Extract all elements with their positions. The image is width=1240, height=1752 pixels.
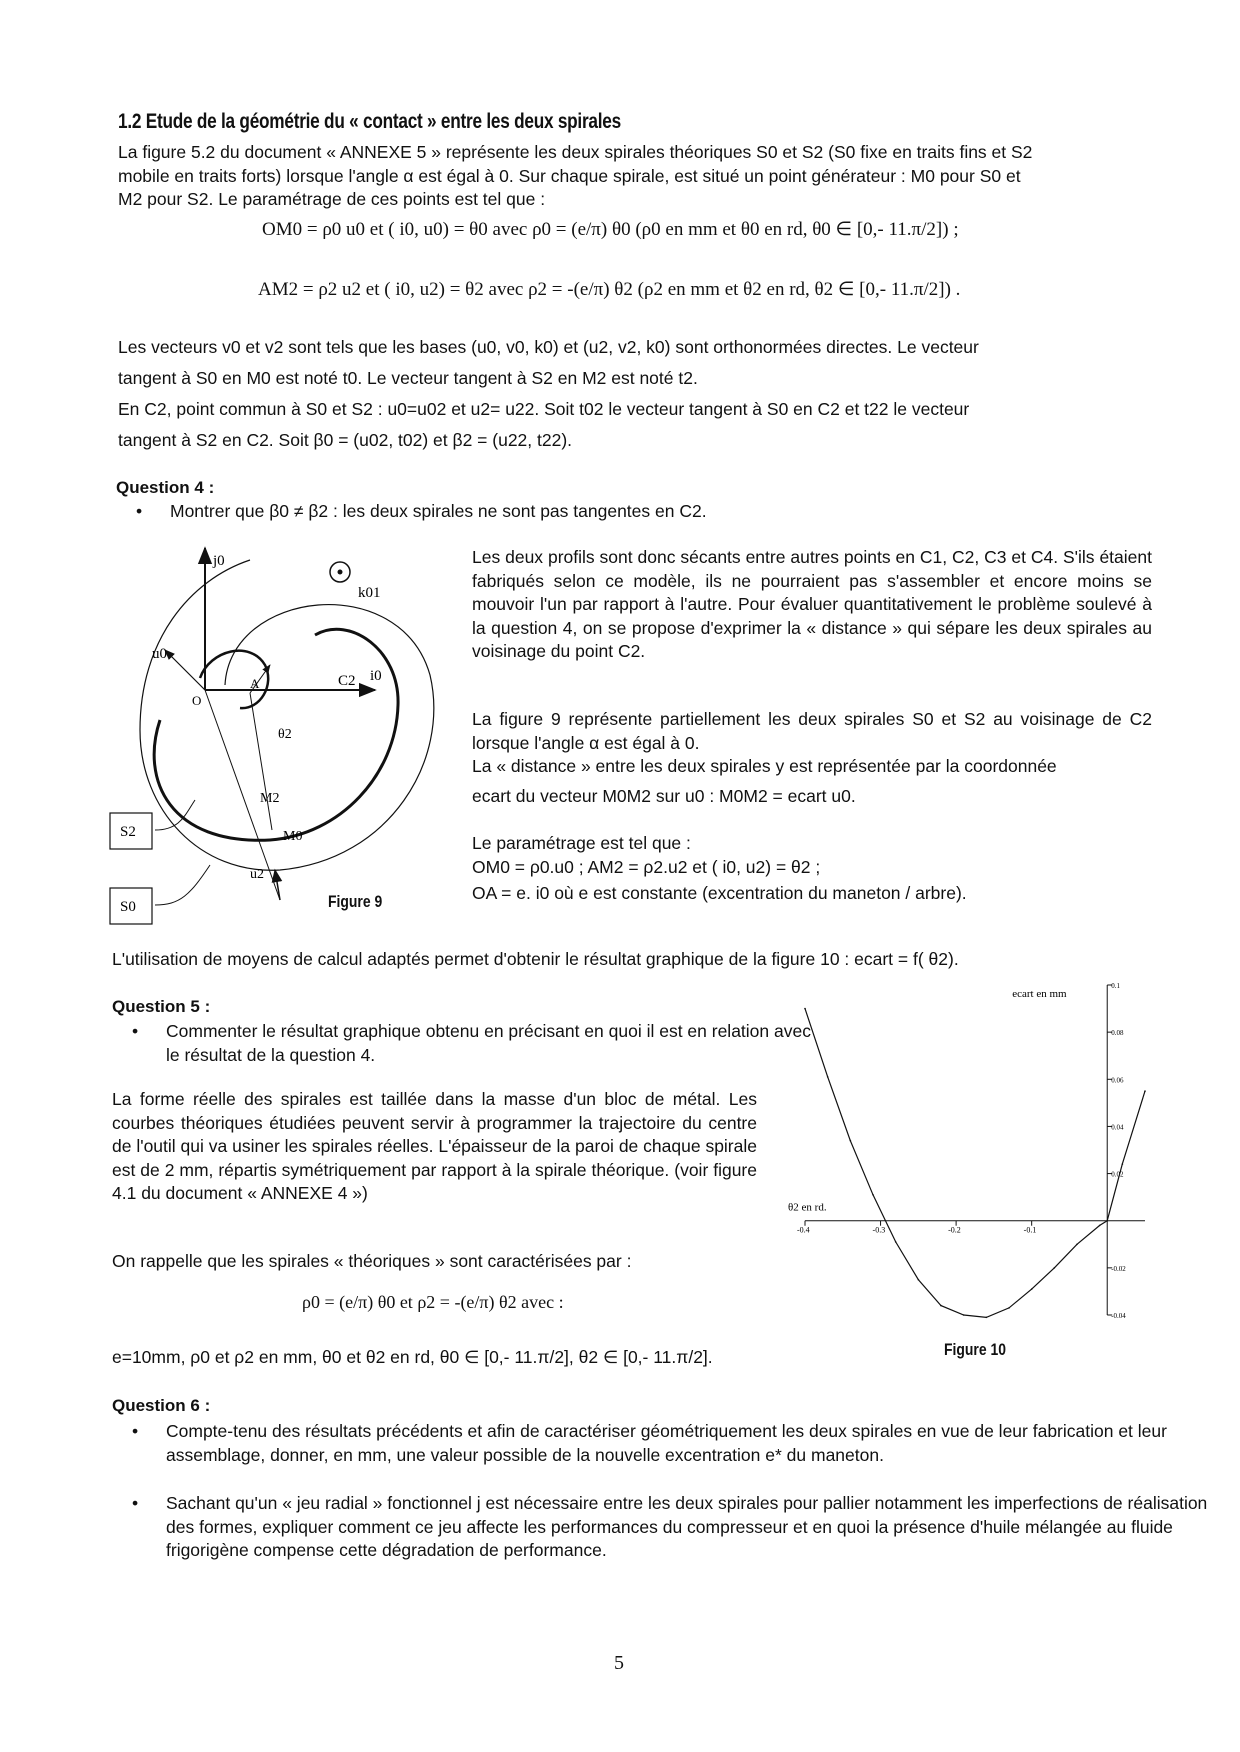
data-point [1122,1163,1124,1165]
vectors-line: tangent à S2 en C2. Soit β0 = (u02, t02) et β2 = (u22, t22). [118,430,573,450]
equation-om0: OM0 = ρ0 u0 et ( i0, u0) = θ0 avec ρ0 = (e/π) θ0 (ρ0 en mm et θ0 en rd, θ0 ∈ [0,- 11.π/2]) ; [262,219,959,240]
figure9-paragraph-2: La figure 9 représente partiellement les deux spirales S0 et S2 au voisinage de C2 lorsque l'angle α est égal à 0. La « distance » entre les deux spirales y est représentée par la coordonnée ecart du vecteur M0M2 sur u0 : M0M2 = ecart u0. [472,709,1152,806]
y-tick-label: 0.06 [1111,1076,1124,1085]
label-s2: S2 [120,824,136,840]
u2-vector [275,870,280,900]
label-m2: M2 [260,791,280,806]
question-6-bullet-2: • Sachant qu'un « jeu radial » fonctionnel j est nécessaire entre les deux spirales pour pallier notamment les imperfections de réalisation des formes, expliquer comment ce jeu affecte les performances du compresseur et en quoi la présence d'huile mélangée au fluide frigorigène compense cette dégradation de performance. [132,1493,1208,1560]
bullet-icon: • [132,1493,139,1513]
k01-dot-icon [338,570,343,575]
data-point [1008,1307,1010,1309]
intro-line: mobile en traits forts) lorsque l'angle α est égal à 0. Sur chaque spirale, est situé un point générateur : M0 pour S0 et [118,165,1021,186]
intro-line: M2 pour S2. Le paramétrage de ces points est tel que : [118,189,546,209]
data-point [1054,1267,1056,1269]
figure-9-diagram [100,530,460,930]
data-point [827,1076,829,1078]
label-o: O [192,693,202,708]
y-tick-label: -0.02 [1111,1264,1126,1273]
data-point [1144,1090,1146,1092]
label-c2: C2 [338,673,356,689]
u0-vector [165,650,205,690]
intro-line: La figure 5.2 du document « ANNEXE 5 » représente les deux spirales théoriques S0 et S2 (S0 fixe en traits fins et S2 [118,142,1033,162]
bullet-icon: • [136,501,143,521]
vectors-line: En C2, point commun à S0 et S2 : u0=u02 et u2= u22. Soit t02 le vecteur tangent à S0 en C2 et t22 le vecteur [118,399,970,419]
vectors-line: Les vecteurs v0 et v2 sont tels que les bases (u0, v0, k0) et (u2, v2, k0) sont orthonormées directes. Le vecteur [118,337,979,357]
y-tick-label: 0.08 [1111,1029,1124,1038]
recall-domain: e=10mm, ρ0 et ρ2 en mm, θ0 et θ2 en rd, θ0 ∈ [0,- 11.π/2], θ2 ∈ [0,- 11.π/2]. [112,1347,713,1367]
usage-line: L'utilisation de moyens de calcul adaptés permet d'obtenir le résultat graphique de la figure 10 : ecart = f( θ2). [112,949,959,969]
data-point [940,1305,942,1307]
section-title: 1.2 Etude de la géométrie du « contact » entre les deux spirales [118,110,621,133]
data-point [1099,1225,1101,1227]
data-point [963,1314,965,1316]
recall-line: On rappelle que les spirales « théoriques » sont caractérisées par : [112,1251,632,1271]
data-point [986,1317,988,1319]
x-tick-label: -0.3 [872,1225,886,1235]
label-k01: k01 [358,585,381,601]
intro-paragraph [118,141,1128,212]
bullet-icon: • [132,1021,139,1041]
figure9-parametrage: Le paramétrage est tel que : OM0 = ρ0.u0 ; AM2 = ρ2.u2 et ( i0, u2) = θ2 ; OA = e. i0 où e est constante (excentration du maneton / arbre). [472,833,967,903]
label-i0: i0 [370,668,382,684]
question-4-bullet: • Montrer que β0 ≠ β2 : les deux spirales ne sont pas tangentes en C2. [116,500,1170,524]
leader-s2 [155,800,195,830]
question-4-heading: Question 4 : [116,478,215,497]
recall-equation: ρ0 = (e/π) θ0 et ρ2 = -(e/π) θ2 avec : [302,1292,564,1312]
data-point [1106,1220,1108,1222]
figure-10-caption: Figure 10 [944,1340,1006,1359]
data-point [895,1241,897,1243]
y-tick-label: 0.1 [1111,982,1120,990]
shape-paragraph: La forme réelle des spirales est taillée dans la masse d'un bloc de métal. Les courbes théoriques étudiées peuvent servir à programmer la trajectoire du centre de l'outil qui va usiner les spirales réelles. L'épaisseur de la paroi de chaque spirale est de 2 mm, répartis symétriquement par rapport à la spirale théorique. (voir figure 4.1 du document « ANNEXE 4 ») [112,1089,757,1203]
page-number: 5 [614,1652,624,1674]
data-point [1076,1243,1078,1245]
label-u2: u2 [250,867,264,882]
question-5-heading: Question 5 : [112,997,211,1016]
y-tick-label: 0.02 [1111,1170,1124,1179]
vectors-paragraph [118,332,1158,456]
label-s0: S0 [120,899,136,915]
data-point [918,1279,920,1281]
am2-line [250,693,272,830]
data-point [804,1008,806,1010]
data-point [1031,1288,1033,1290]
question-6-heading: Question 6 : [112,1396,211,1415]
y-axis-label: ecart en mm [1012,988,1067,1000]
x-axis-label: θ2 en rd. [788,1201,827,1214]
vectors-line: tangent à S0 en M0 est noté t0. Le vecteur tangent à S2 en M2 est noté t2. [118,368,698,388]
figure9-paragraph-1: Les deux profils sont donc sécants entre autres points en C1, C2, C3 et C4. S'ils étaient fabriqués selon ce modèle, ils ne pourraient pas s'assembler et encore moins se mouvoir l'un par rapport à l'autre. Pour évaluer quantitativement le problème soulevé à la question 4, on se propose d'exprimer la « distance » qui sépare les deux spirales au voisinage du point C2. [472,547,1152,661]
bullet-icon: • [132,1421,139,1441]
question-5-bullet: • Commenter le résultat graphique obtenu en précisant en quoi il est en relation avec le résultat de la question 4. [132,1021,811,1065]
spiral-s2 [154,629,398,840]
equation-am2: AM2 = ρ2 u2 et ( i0, u2) = θ2 avec ρ2 = -(e/π) θ2 (ρ2 en mm et θ2 en rd, θ2 ∈ [0,- 11.π/2]) . [258,279,961,300]
x-tick-label: -0.2 [948,1225,961,1235]
y-tick-label: -0.04 [1111,1312,1126,1320]
leader-s0 [155,865,210,905]
label-u0: u0 [152,646,167,662]
spiral-s0 [140,560,434,870]
label-theta2: θ2 [278,727,292,742]
y-tick-label: 0.04 [1111,1123,1124,1132]
series-line [805,1009,1145,1318]
figure-10-chart [785,975,1165,1335]
figure-9-caption: Figure 9 [328,892,383,911]
label-m0: M0 [283,829,303,844]
x-tick-label: -0.1 [1023,1225,1037,1235]
x-tick-label: -0.4 [797,1225,810,1235]
label-a: A [250,676,260,691]
label-j0: j0 [213,553,225,569]
data-point [872,1194,874,1196]
data-point [850,1140,852,1142]
question-6-bullet-1: • Compte-tenu des résultats précédents et afin de caractériser géométriquement les deux spirales en vue de leur fabrication et leur assemblage, donner, en mm, une valeur possible de la nouvelle excentration e* du maneton. [132,1421,1167,1465]
